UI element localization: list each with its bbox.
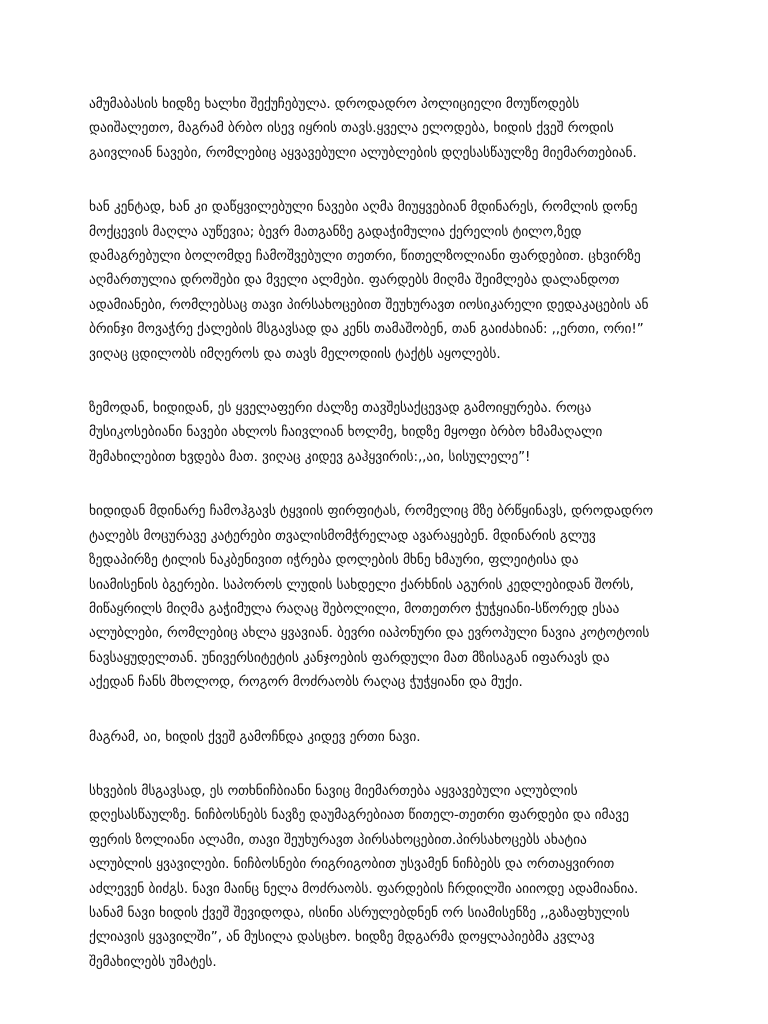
text-line: ალუბლის ყვავილები. ნიჩბოსნები რიგრიგობით უსვამენ ნიჩბებს და ორთაყვირით: [89, 856, 615, 873]
text-line: შემახილებით ხვდება მათ. ვიღაც კიდევ გაჰყვირის:,,აი, სისულელე”!: [89, 448, 531, 465]
text-line: ამუმაბასის ხიდზე ხალხი შექუჩებულა. დროდადრო პოლიციელი მოუწოდებს: [89, 96, 580, 112]
text-line: ნავსაყუდელთან. უნივერსიტეტის კანჯოების ფარდული მათ მზისაგან იფარავს და: [89, 649, 610, 666]
text-line: ალუბლები, რომლებიც ახლა ყვავიან. ბევრი იაპონური და ევროპული ნავია კოტოტოის: [89, 625, 650, 642]
text-line: მაგრამ, აი, ხიდის ქვეშ გამოჩნდა კიდევ ერთი ნავი.: [89, 728, 421, 745]
text-line: ქლიავის ყვავილში”, ან მუსილა დასცხო. ხიდზე მდგარმა დოყლაპიებმა კვლავ: [89, 929, 595, 946]
text-line: მიწაყრილს მიღმა გაჭიმულა რაღაც შებოლილი, მოთეთრო ჭუჭყიანი-სწორედ ესაა: [89, 600, 620, 617]
text-line: ხან კენტად, ხან კი დაწყვილებული ნავები აღმა მიუყვებიან მდინარეს, რომლის დონე: [89, 199, 638, 216]
text-line: აღმართულია დროშები და მველი ალმები. ფარდებს მიღმა შეიმლება დალანდოთ: [89, 272, 620, 289]
text-line: დაიშალეთო, მაგრამ ბრბო ისევ იყრის თავს.ყველა ელოდება, ხიდის ქვეშ როდის: [89, 120, 614, 137]
text-line: სხვების მსგავსად, ეს ოთხნიჩბიანი ნავიც მიემართება აყვავებული ალუბლის: [89, 782, 578, 799]
text-line: ხიდიდან მდინარე ჩამოჰგავს ტყვიის ფირფიტას, რომელიც მზე ბრწყინავს, დროდადრო: [89, 503, 654, 520]
text-line: შემახილებს უმატეს.: [89, 953, 217, 970]
text-line: ფერის ზოლიანი ალამი, თავი შეუხურავთ პირსახოცებით.პირსახოცებს ახატია: [89, 831, 587, 848]
paragraph-1: [89, 92, 689, 165]
text-line: ზემოდან, ხიდიდან, ეს ყველაფერი ძალზე თავშესაქცევად გამოიყურება. როცა: [89, 400, 592, 417]
document-body: [89, 92, 689, 1004]
text-line: აქედან ჩანს მხოლოდ, როგორ მოძრაობს რაღაც ჭუჭყიანი და მუქი.: [89, 674, 523, 691]
paragraph-3: [89, 396, 689, 469]
text-line: ვიღაც ცდილობს იმღეროს და თავს მელოდიის ტაქტს აყოლებს.: [89, 345, 501, 362]
text-line: ბრინჯი მოვაჭრე ქალების მსგავსად და კენს თამაშობენ, თან გაიძახიან: ,,ერთი, ორი!”: [89, 321, 644, 338]
text-line: სანამ ნავი ხიდის ქვეშ შევიდოდა, ისინი ასრულებდნენ ორ სიამისენზე ,,გაზაფხულის: [89, 904, 630, 921]
paragraph-5: [89, 725, 689, 749]
text-line: ადამიანები, რომლებსაც თავი პირსახოცებით შეუხურავთ იოსიკარელი დედაკაცების ან: [89, 296, 649, 313]
text-line: მუსიკოსებიანი ნავები ახლოს ჩაივლიან ხოლმე, ხიდზე მყოფი ბრბო ხმამაღალი: [89, 424, 603, 441]
paragraph-6: [89, 779, 689, 974]
text-line: სიამისენის ბგერები. საპოროს ლუდის სახდელი ქარხნის აგურის კედლებიდან შორს,: [89, 576, 634, 593]
text-line: ზედაპირზე ტილის ნაკბენივით იჭრება დოლების მხნე ხმაური, ფლეიტისა და: [89, 552, 579, 569]
text-line: მოქცევის მაღლა აუწევია; ბევრ მათგანზე გადაჭიმულია ქერელის ტილო,ზედ: [89, 223, 582, 240]
text-line: გაივლიან ნავები, რომლებიც აყვავებული ალუბლების დღესასწაულზე მიემართებიან.: [89, 144, 637, 161]
paragraph-2: [89, 195, 689, 366]
paragraph-4: [89, 499, 689, 694]
text-line: ტალებს მოცურავე კატერები თვალისმომჭრელად ავარაყებენ. მდინარის გლუვ: [89, 527, 596, 544]
text-line: აძლევენ ბიძგს. ნავი მაინც ნელა მოძრაობს. ფარდების ჩრდილში აიიოდე ადამიანია.: [89, 880, 639, 897]
text-line: დღესასწაულზე. ნიჩბოსნებს ნავზე დაუმაგრებიათ წითელ-თეთრი ფარდები და იმავე: [89, 807, 629, 824]
text-line: დამაგრებული ბოლომდე ჩამოშვებული თეთრი, წითელზოლიანი ფარდებით. ცხვირზე: [89, 248, 641, 265]
